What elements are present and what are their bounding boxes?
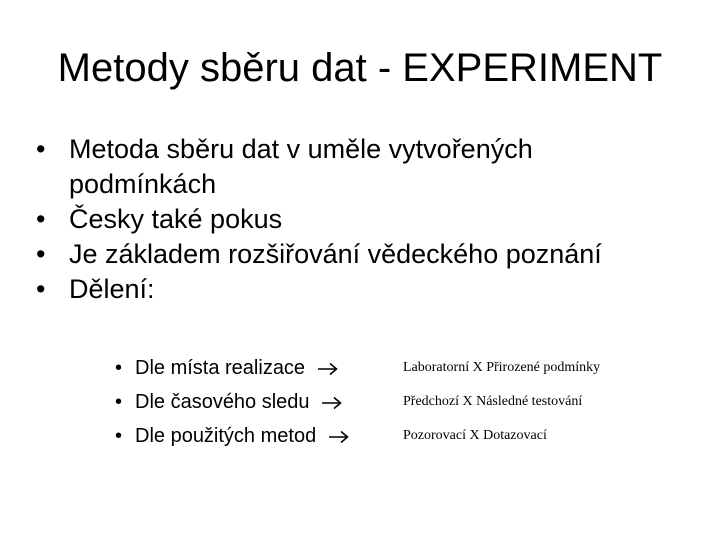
right-arrow-icon — [321, 385, 343, 419]
slide-title: Metody sběru dat - EXPERIMENT — [57, 46, 663, 90]
sub-bullet-item — [115, 351, 350, 385]
right-arrow-icon — [328, 419, 350, 453]
bullet-dot-icon: • — [36, 239, 46, 269]
bullet-dot-icon: • — [36, 134, 46, 164]
bullet-item — [36, 202, 676, 237]
bullet-text: Metoda sběru dat v uměle vytvořených podmínkách — [69, 134, 533, 199]
sub-bullet-note: Pozorovací X Dotazovací — [403, 428, 547, 443]
sub-bullet-text: Dle použitých metod — [135, 425, 317, 447]
sub-bullet-item — [115, 419, 350, 453]
sub-bullet-note: Předchozí X Následné testování — [403, 394, 583, 409]
bullet-item — [36, 237, 676, 272]
sub-bullet-text: Dle časového sledu — [135, 391, 310, 413]
bullet-text: Je základem rozšiřování vědeckého poznání — [69, 239, 602, 269]
bullet-dot-icon: • — [36, 274, 46, 304]
bullet-dot-icon: • — [115, 425, 123, 447]
bullet-item — [36, 132, 676, 202]
bullet-text: Česky také pokus — [69, 204, 283, 234]
sub-bullet-notes — [403, 351, 600, 453]
bullet-list — [36, 132, 676, 307]
bullet-item — [36, 272, 676, 307]
right-arrow-icon — [317, 351, 339, 385]
sub-bullet-list — [115, 351, 350, 453]
bullet-dot-icon: • — [115, 391, 123, 413]
sub-bullet-text: Dle místa realizace — [135, 357, 306, 379]
sub-bullet-item — [115, 385, 350, 419]
bullet-text: Dělení: — [69, 274, 155, 304]
sub-bullet-note: Laboratorní X Přirozené podmínky — [403, 360, 601, 375]
bullet-dot-icon: • — [36, 204, 46, 234]
bullet-dot-icon: • — [115, 357, 123, 379]
